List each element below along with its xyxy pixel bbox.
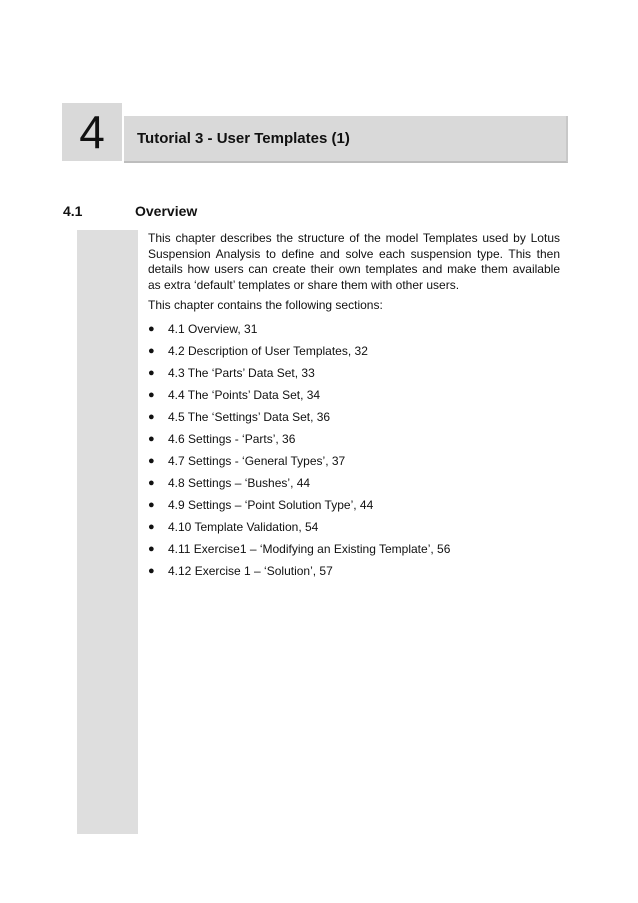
list-item [148,341,560,363]
bullet-icon: ● [148,322,155,335]
chapter-title: Tutorial 3 - User Templates (1) [137,130,350,147]
sections-intro: This chapter contains the following sections: [148,298,383,312]
chapter-number-box [62,103,122,161]
list-item [148,561,560,583]
list-item [148,539,560,561]
overview-paragraph: This chapter describes the structure of the model Templates used by Lotus Suspension Analysis to define and solve each suspension type. This then details how users can create their own templates and make them available as extra ‘default’ templates or share them with other users. [148,231,560,292]
list-item-text: 4.4 The ‘Points’ Data Set, 34 [168,387,321,402]
list-item-text: 4.6 Settings - ‘Parts’, 36 [168,431,296,446]
list-item [148,473,560,495]
bullet-icon: ● [148,410,155,423]
bullet-icon: ● [148,366,155,379]
list-item [148,319,560,341]
section-number: 4.1 [63,203,83,219]
list-item [148,385,560,407]
list-item-text: 4.11 Exercise1 – ‘Modifying an Existing Template’, 56 [168,541,451,556]
bullet-icon: ● [148,344,155,357]
bullet-icon: ● [148,432,155,445]
bullet-icon: ● [148,498,155,511]
list-item-text: 4.3 The ‘Parts’ Data Set, 33 [168,365,315,380]
list-item [148,429,560,451]
section-body [148,231,560,583]
list-item [148,407,560,429]
bullet-icon: ● [148,542,155,555]
list-item-text: 4.10 Template Validation, 54 [168,519,319,534]
list-item [148,495,560,517]
list-item-text: 4.1 Overview, 31 [168,321,258,336]
list-item [148,517,560,539]
list-item-text: 4.7 Settings - ‘General Types’, 37 [168,453,346,468]
bullet-icon: ● [148,388,155,401]
bullet-icon: ● [148,520,155,533]
section-title: Overview [135,203,198,219]
list-item-text: 4.2 Description of User Templates, 32 [168,343,368,358]
section-list [148,319,560,583]
list-item [148,363,560,385]
bullet-icon: ● [148,454,155,467]
bullet-icon: ● [148,564,155,577]
list-item-text: 4.12 Exercise 1 – ‘Solution’, 57 [168,563,333,578]
list-item-text: 4.8 Settings – ‘Bushes’, 44 [168,475,311,490]
chapter-number: 4 [79,106,105,158]
list-item [148,451,560,473]
list-item-text: 4.9 Settings – ‘Point Solution Type’, 44 [168,497,374,512]
bullet-icon: ● [148,476,155,489]
list-item-text: 4.5 The ‘Settings’ Data Set, 36 [168,409,331,424]
margin-strip [77,230,138,834]
